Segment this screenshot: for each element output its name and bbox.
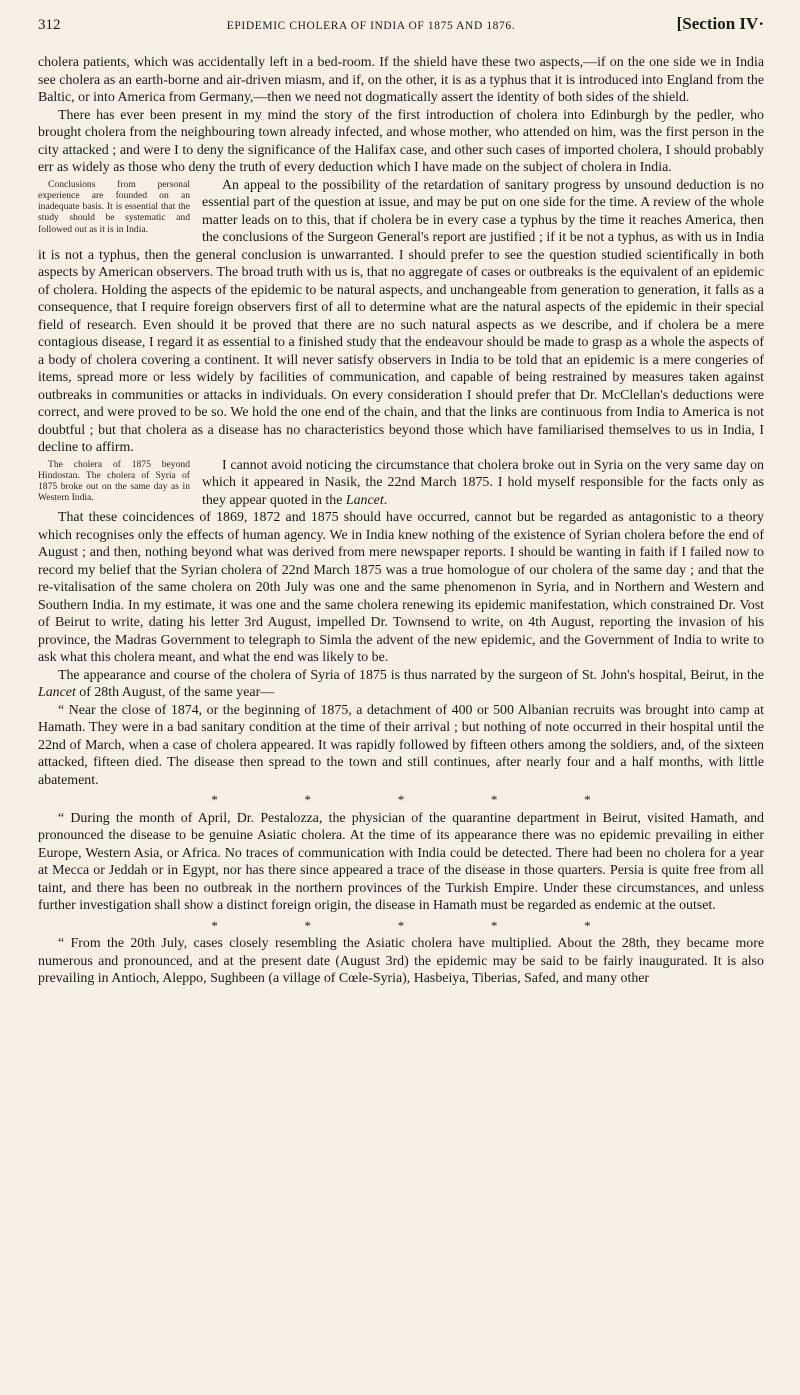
- star: *: [211, 917, 218, 933]
- star: *: [304, 792, 312, 807]
- journal-title: Lancet: [38, 685, 76, 700]
- text-run: I cannot avoid noticing the circumstance that cholera broke out in Syria on the very same day on which it appeared in Nasik, the 22nd March 1875. I hold myself responsible for the facts only as they appear quoted in the: [202, 457, 764, 508]
- paragraph: An appeal to the possibility of the retardation of sanitary progress by unsound deduction is no essential part of the question at issue, and may be put on one side for the time. A review of the whole matter leads on to this, that if cholera be in every case a typhus by the time it reaches America, then the conclusions of the Surgeon General's report are justified ; if it be not a typhus, as with us in India it is not a typhus, then the general conclusion is unwarranted. I should prefer to see the question studied scientifically in both aspects by American observers. The broad truth with us is, that no aggregate of cases or outbreaks is the equivalent of an epidemic of cholera. Holding the aspects of the epidemic to be natural aspects, and unchangeable from generation to generation, it falls as a consequence, that I require foreign observers first of all to determine what are the natural aspects of the epidemic in their special field of research. Even should it be proved that there are no such natural aspects as we describe, and if cholera be a mere contagious disease, I regard it as essential to a finished study that the endeavour should be made to grasp as a whole the aspects of a body of cholera covering a continent. It will never satisfy observers in India to be told that an epidemic is a mere congeries of items, spread more or less widely by facilities of communication, and capable of being restrained by measures taken against outbreaks in communities or attacks in individuals. On every consideration I should prefer that Dr. McClellan's deductions were correct, and were proved to be so. We hold the one end of the chain, and that the links are continuous from India to America is not doubtful ; but that cholera as a disease has no characteristics beyond those which have familiarised themselves to us in India, I decline to affirm.: [38, 177, 764, 455]
- journal-title: Lancet: [345, 492, 384, 508]
- text-run: .: [383, 492, 388, 508]
- star: *: [304, 917, 312, 933]
- paragraph: [38, 667, 764, 702]
- ellipsis-stars: [38, 791, 764, 809]
- star: *: [584, 917, 591, 933]
- star: *: [490, 917, 498, 933]
- running-header: [38, 14, 764, 54]
- text-run: The appearance and course of the cholera of Syria of 1875 is thus narrated by the surgeon of St. John's hospital, Beirut, in the: [58, 667, 764, 683]
- section-label: [Section IV·: [676, 14, 764, 33]
- margin-note-conclusions: Conclusions from personal experience are founded on an inadequate basis. It is essential that the study should be systematic and followed out as it is in India.: [38, 178, 190, 235]
- page-number: 312: [38, 17, 61, 33]
- star: *: [397, 917, 405, 933]
- quotation-paragraph: “ From the 20th July, cases closely resembling the Asiatic cholera have multiplied. About the 28th, they became more numerous and pronounced, and at the present date (August 3rd) the epidemic may be said to be fairly inaugurated. It is also prevailing in Antioch, Aleppo, Sughbeen (a village of Cœle-Syria), Hasbeiya, Tiberias, Safed, and many other: [38, 936, 764, 986]
- star: *: [211, 792, 218, 807]
- running-title: EPIDEMIC CHOLERA OF INDIA OF 1875 AND 1876.: [226, 20, 516, 32]
- text-run: of 28th August, of the same year—: [75, 685, 275, 700]
- ellipsis-stars: [38, 917, 764, 935]
- body-text: [38, 54, 764, 988]
- margin-note-syria: The cholera of 1875 beyond Hindostan. The cholera of Syria of 1875 broke out on the same day as in Western India.: [38, 458, 190, 504]
- star: *: [490, 792, 498, 807]
- paragraph: That these coincidences of 1869, 1872 and 1875 should have occurred, cannot but be regarded as antagonistic to a theory which recognises only the effects of human agency. We in India knew nothing of the existence of Syrian cholera before the end of August ; and then, nothing beyond what was derived from mere newspaper reports. I should be wanting in faith if I failed now to record my belief that the Syrian cholera of 22nd March 1875 was a true homologue of our cholera of the same day ; and that the re-vitalisation of the same cholera on 20th July was one and the same phenomenon in Syria, and in Northern and Western and Southern India. In my estimate, it was one and the same cholera renewing its epidemic manifestation, which constrained Dr. Vost of Beirut to write, dating his letter 3rd August, impelled Dr. Townsend to write, on 4th August, reporting the invasion of his province, the Madras Government to telegraph to Simla the advent of the new epidemic, and the Government of India to write to ask what this cholera meant, and what the end was likely to be.: [38, 510, 764, 665]
- quotation-paragraph: “ During the month of April, Dr. Pestalozza, the physician of the quarantine department in Beirut, visited Hamath, and pronounced the disease to be genuine Asiatic cholera. At the time of its appearance there was no epidemic prevailing in either Europe, Western Asia, or Africa. No traces of communication with India could be detected. There had been no cholera for a year at Mecca or Jeddah or in Egypt, nor has there since appeared a trace of the disease in those quarters. Persia is quite free from all taint, and there has been no outbreak in the northern provinces of the Turkish Empire. Under these circumstances, and unless further investigation shall show a distinct foreign origin, the disease in Hamath must be regarded as endemic at the outset.: [38, 810, 764, 913]
- paragraph: cholera patients, which was accidentally left in a bed-room. If the shield have these two aspects,—if on the one side we in India see cholera as an earth-borne and air-driven miasm, and if, on the other, it is as a typhus that it is introduced into England from the Baltic, or into America from Germany,—then we need not dogmatically assert the identity of both sides of the shield.: [38, 55, 764, 105]
- star: *: [397, 792, 405, 807]
- quotation-paragraph: “ Near the close of 1874, or the beginning of 1875, a detachment of 400 or 500 Albanian recruits was brought into camp at Hamath. They were in a bad sanitary condition at the time of their arrival ; but nothing of note occurred in their hospital until the 22nd of March, when a case of cholera appeared. It was rapidly followed by fifteen others among the soldiers, and, of the sixteen attacked, fifteen died. The disease then spread to the town and still continues, after nearly four and a half months, with little abatement.: [38, 702, 764, 788]
- star: *: [584, 792, 591, 807]
- paragraph: There has ever been present in my mind the story of the first introduction of cholera into Edinburgh by the pedler, who brought cholera from the neighbouring town already infected, and whose mother, who attended on him, was the first person in the city attacked ; and were I to deny the significance of the Halifax case, and other such cases of imported cholera, I should probably err as widely as those who deny the truth of every deduction which I have made on the subject of cholera in India.: [38, 107, 764, 175]
